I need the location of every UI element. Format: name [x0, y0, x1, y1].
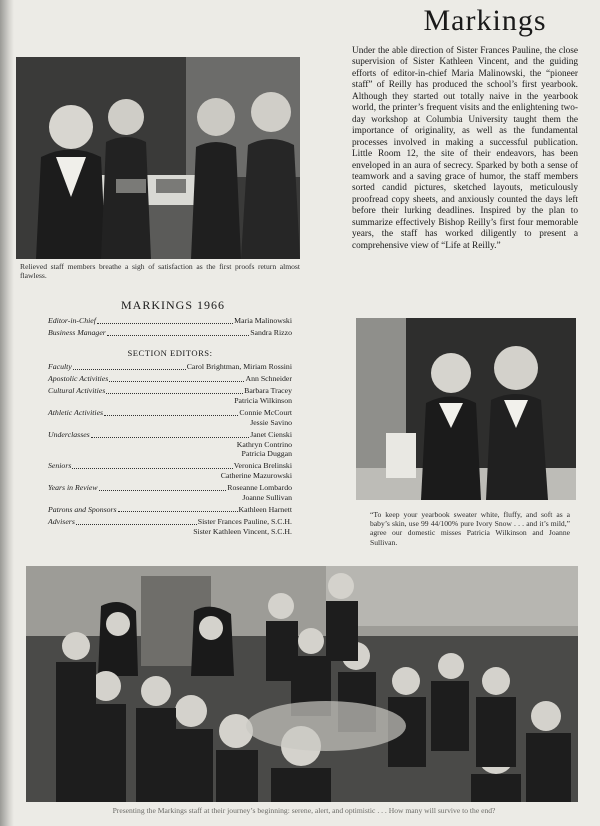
leader-dots [104, 415, 238, 416]
staff-role: Cultural Activities [48, 386, 106, 396]
staff-name: Janet Cienski [250, 429, 292, 439]
staff-row [48, 461, 292, 471]
staff-heading: MARKINGS 1966 [120, 298, 225, 312]
staff-name: Patricia Duggan [241, 449, 292, 459]
leader-dots [76, 524, 197, 525]
leader-dots [99, 490, 227, 491]
staff-row [48, 517, 292, 527]
staff-row [48, 386, 292, 396]
photo-group-staff [26, 566, 578, 802]
staff-name: Veronica Brelinski [233, 461, 292, 471]
section-editors-heading: SECTION EDITORS: [127, 348, 213, 358]
photo-staff-reviewing-proofs [16, 57, 300, 259]
intro-paragraph: Under the able direction of Sister Frances Pauline, the close supervision of Sister Kathleen Vincent, and the guiding efforts of editor-in-chief Maria Malinowski, the “pioneer staff” of Reilly has produced the school’s first yearbook. Although they started out totally naive in the yearbook world, the printer’s frequent visits and the enlightening two-day workshop at Columbia University taught them the importance of originality, as well as the fundamental processes involved in making a successful publication. Little Room 12, the site of their endeavors, has been enveloped in an aura of secrecy. Sparked by both a sense of teamwork and a saving grace of humor, the staff members sorted candid pictures, sketched layouts, meticulously proofread copy sheets, and anxiously counted the days left before their lurking deadlines. Inspired by the plan to summarize effectively Bishop Reilly’s first four memorable years, the staff has worked diligently to present a comprehensive view of “Life at Reilly.” [352, 46, 578, 251]
photo-top-illustration [16, 57, 300, 259]
leader-dots [97, 323, 233, 324]
leader-dots [72, 468, 232, 469]
staff-row [48, 362, 292, 372]
leader-dots [91, 437, 249, 438]
staff-row [48, 328, 292, 338]
staff-name: Kathryn Contrino [236, 439, 292, 449]
staff-row [48, 505, 292, 515]
staff-name: Sister Frances Pauline, S.C.H. [197, 517, 292, 527]
staff-row [48, 483, 292, 493]
section-editors-list [48, 362, 292, 539]
staff-role: Patrons and Sponsors [48, 504, 117, 514]
staff-name: Sandra Rizzo [250, 328, 292, 338]
caption-bottom-photo: Presenting the Markings staff at their journey’s beginning: serene, alert, and optimistic . . . How many will survive to the end? [112, 806, 496, 815]
top-roles-list [48, 316, 292, 340]
leader-dots [107, 335, 249, 336]
staff-name: Catherine Mazurowski [220, 470, 292, 480]
staff-row [48, 316, 292, 326]
staff-name: Connie McCourt [239, 408, 292, 418]
staff-role: Advisers [48, 517, 75, 527]
staff-name: Sister Kathleen Vincent, S.C.H. [193, 526, 292, 536]
staff-name: Ann Schneider [245, 374, 292, 384]
staff-role: Faculty [48, 362, 72, 371]
staff-role: Years in Review [48, 483, 98, 493]
leader-dots [109, 381, 244, 382]
caption-top-photo: Relieved staff members breathe a sigh of satisfaction as the first proofs return almost flawless. [20, 262, 300, 281]
staff-role: Underclasses [48, 429, 90, 439]
staff-row [48, 374, 292, 384]
staff-role: Apostolic Activities [48, 374, 109, 384]
photo-ivory-snow-girls [356, 318, 576, 500]
staff-row [48, 408, 292, 418]
staff-role: Business Manager [48, 328, 106, 338]
staff-role: Editor-in-Chief [48, 316, 96, 325]
staff-name: Carol Brightman, Miriam Rossini [186, 362, 292, 371]
staff-row [48, 430, 292, 440]
photo-bottom-illustration [26, 566, 578, 802]
page-title: Markings [423, 4, 547, 37]
staff-name: Jessie Savino [250, 417, 292, 427]
leader-dots [118, 511, 238, 512]
staff-name: Maria Malinowski [234, 316, 292, 325]
staff-name: Roseanne Lombardo [227, 483, 292, 493]
staff-name: Kathleen Harnett [238, 504, 292, 514]
leader-dots [73, 369, 186, 370]
staff-name: Barbara Tracey [244, 386, 292, 396]
staff-name: Patricia Wilkinson [234, 395, 292, 405]
staff-role: Athletic Activities [48, 408, 104, 418]
book-spine-shadow [0, 0, 14, 826]
caption-middle-photo: “To keep your yearbook sweater white, fluffy, and soft as a baby’s skin, use 99 44/100% pure Ivory Snow . . . and it’s mild,” agree our domestic misses Patricia Wilkinson and Joanne Sullivan. [370, 510, 570, 547]
photo-mid-illustration [356, 318, 576, 500]
staff-role: Seniors [48, 461, 72, 471]
staff-name: Joanne Sullivan [242, 492, 292, 502]
leader-dots [106, 393, 243, 394]
